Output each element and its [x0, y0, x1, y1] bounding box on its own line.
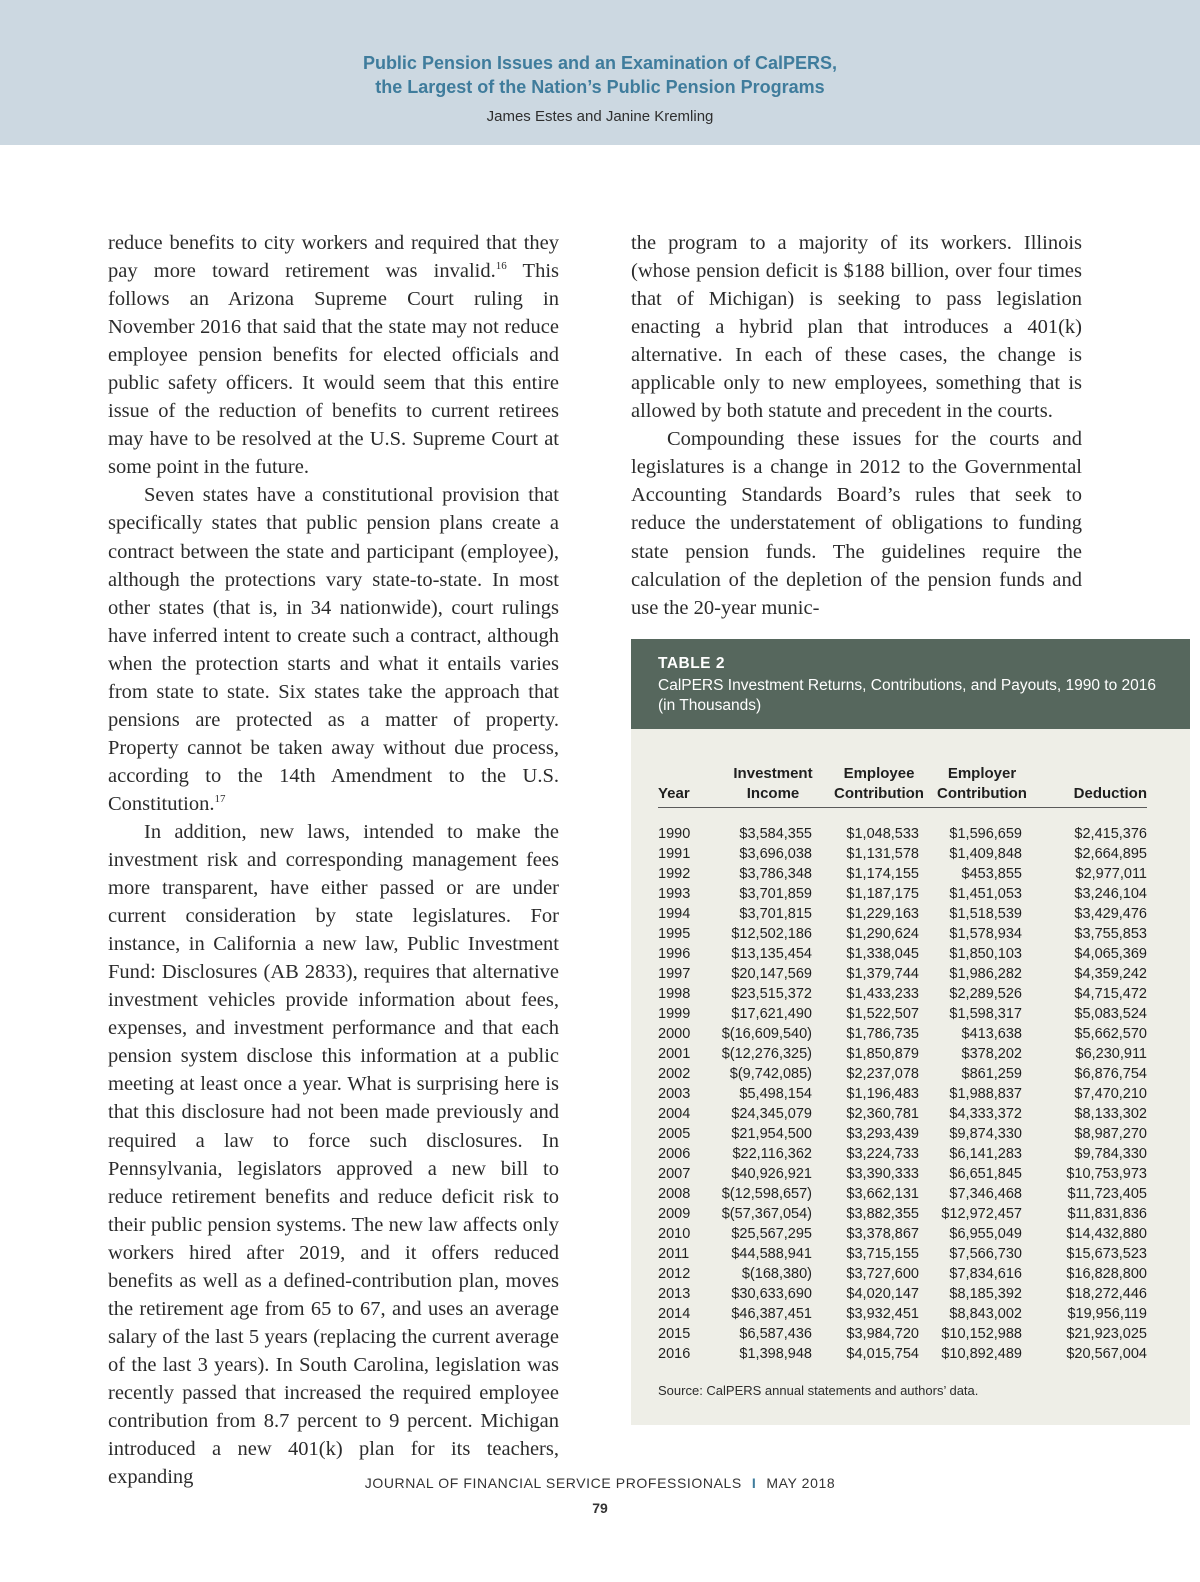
cell-investment-income: $3,584,355 [739, 826, 812, 842]
header-investment-income [718, 764, 828, 804]
cell-employee-contribution: $3,224,733 [846, 1146, 919, 1162]
cell-employer-contribution: $4,333,372 [949, 1106, 1022, 1122]
cell-deduction: $9,784,330 [1074, 1146, 1147, 1162]
header-employer-contribution [930, 764, 1034, 804]
cell-deduction: $5,083,524 [1074, 1006, 1147, 1022]
table-row [658, 1124, 1147, 1144]
cell-year: 2001 [658, 1046, 691, 1062]
cell-employer-contribution: $7,346,468 [949, 1186, 1022, 1202]
cell-employer-contribution: $6,141,283 [949, 1146, 1022, 1162]
cell-year: 2000 [658, 1026, 691, 1042]
cell-employer-contribution: $1,409,848 [949, 846, 1022, 862]
header-line: Contribution [937, 785, 1027, 802]
cell-employee-contribution: $1,229,163 [846, 906, 919, 922]
cell-year: 2005 [658, 1126, 691, 1142]
cell-investment-income: $46,387,451 [731, 1306, 812, 1322]
footer-separator: I [751, 1475, 757, 1491]
cell-investment-income: $3,696,038 [739, 846, 812, 862]
header-line: Contribution [834, 785, 924, 802]
article-authors: James Estes and Janine Kremling [486, 108, 714, 125]
cell-employer-contribution: $1,578,934 [949, 926, 1022, 942]
cell-year: 2003 [658, 1086, 691, 1102]
cell-deduction: $6,230,911 [1075, 1046, 1147, 1062]
cell-employer-contribution: $2,289,526 [949, 986, 1022, 1002]
cell-investment-income: $21,954,500 [731, 1126, 812, 1142]
cell-employer-contribution: $413,638 [961, 1026, 1022, 1042]
cell-employee-contribution: $1,174,155 [846, 866, 919, 882]
table-caption: CalPERS Investment Returns, Contributions, and Payouts, 1990 to 2016 (in Thousands) [658, 677, 1157, 714]
table-row [658, 984, 1147, 1004]
cell-year: 1992 [658, 866, 691, 882]
cell-employer-contribution: $7,834,616 [949, 1266, 1022, 1282]
cell-deduction: $2,664,895 [1074, 846, 1147, 862]
cell-investment-income: $17,621,490 [731, 1006, 812, 1022]
header-line: Employer [947, 765, 1017, 782]
cell-employee-contribution: $1,433,233 [846, 986, 919, 1002]
cell-employee-contribution: $3,715,155 [846, 1246, 919, 1262]
table-2 [631, 639, 1190, 1425]
cell-year: 2002 [658, 1066, 691, 1082]
cell-investment-income: $25,567,295 [731, 1226, 812, 1242]
footnote-ref: 16 [495, 260, 507, 273]
cell-employer-contribution: $7,566,730 [949, 1246, 1022, 1262]
cell-employee-contribution: $2,360,781 [846, 1106, 919, 1122]
cell-year: 2008 [658, 1186, 691, 1202]
cell-employee-contribution: $1,290,624 [846, 926, 919, 942]
cell-employer-contribution: $1,598,317 [949, 1006, 1022, 1022]
table-row [658, 1244, 1147, 1264]
table-row [658, 844, 1147, 864]
cell-year: 2012 [658, 1266, 691, 1282]
cell-employee-contribution: $2,237,078 [846, 1066, 919, 1082]
table-row [658, 1024, 1147, 1044]
cell-employee-contribution: $4,020,147 [846, 1286, 919, 1302]
table-row [658, 1044, 1147, 1064]
data-table [658, 763, 1147, 1364]
cell-deduction: $15,673,523 [1066, 1246, 1147, 1262]
cell-investment-income: $44,588,941 [731, 1246, 812, 1262]
table-label: TABLE 2 [658, 655, 725, 672]
cell-deduction: $10,753,973 [1066, 1166, 1147, 1182]
cell-employee-contribution: $1,196,483 [846, 1086, 919, 1102]
cell-employer-contribution: $10,892,489 [941, 1346, 1022, 1362]
cell-year: 2006 [658, 1146, 691, 1162]
cell-employee-contribution: $1,338,045 [846, 946, 919, 962]
table-row [658, 1204, 1147, 1224]
cell-deduction: $4,065,369 [1074, 946, 1147, 962]
cell-employee-contribution: $3,293,439 [846, 1126, 919, 1142]
header-deduction: Deduction [1073, 785, 1147, 802]
table-row [658, 1064, 1147, 1084]
cell-investment-income: $3,786,348 [739, 866, 812, 882]
cell-year: 2015 [658, 1326, 691, 1342]
cell-employer-contribution: $378,202 [961, 1046, 1022, 1062]
cell-deduction: $8,987,270 [1074, 1126, 1147, 1142]
body-paragraph [108, 481, 559, 818]
table-row [658, 1164, 1147, 1184]
article-title-line-1: Public Pension Issues and an Examination of CalPERS, [362, 53, 838, 73]
cell-employee-contribution: $1,187,175 [846, 886, 919, 902]
cell-employer-contribution: $6,651,845 [949, 1166, 1022, 1182]
header-line: Employee [843, 765, 915, 782]
article-title-line-2: the Largest of the Nation’s Public Pension Programs [375, 77, 825, 97]
header-employee-contribution [828, 764, 930, 804]
cell-year: 1997 [658, 966, 691, 982]
cell-employer-contribution: $6,955,049 [949, 1226, 1022, 1242]
table-header-band [631, 639, 1190, 729]
cell-employee-contribution: $3,932,451 [846, 1306, 919, 1322]
cell-investment-income: $40,926,921 [731, 1166, 812, 1182]
table-row [658, 1224, 1147, 1244]
cell-year: 2010 [658, 1226, 691, 1242]
cell-year: 1995 [658, 926, 691, 942]
cell-investment-income: $30,633,690 [731, 1286, 812, 1302]
cell-employer-contribution: $1,451,053 [949, 886, 1022, 902]
cell-deduction: $11,723,405 [1067, 1186, 1147, 1202]
body-paragraph [108, 229, 559, 481]
cell-employee-contribution: $1,131,578 [846, 846, 919, 862]
page-footer [0, 1475, 1200, 1491]
cell-investment-income: $(16,609,540) [721, 1026, 812, 1042]
cell-investment-income: $3,701,815 [739, 906, 812, 922]
cell-deduction: $3,755,853 [1074, 926, 1147, 942]
cell-employee-contribution: $1,048,533 [846, 826, 919, 842]
cell-deduction: $3,246,104 [1074, 886, 1147, 902]
cell-deduction: $16,828,800 [1066, 1266, 1147, 1282]
cell-employee-contribution: $1,522,507 [846, 1006, 919, 1022]
header-year: Year [658, 785, 690, 802]
cell-employer-contribution: $12,972,457 [941, 1206, 1022, 1222]
table-row [658, 1304, 1147, 1324]
cell-deduction: $14,432,880 [1066, 1226, 1147, 1242]
table-row [658, 1184, 1147, 1204]
table-row [658, 824, 1147, 844]
cell-employer-contribution: $1,518,539 [949, 906, 1022, 922]
cell-investment-income: $5,498,154 [739, 1086, 812, 1102]
paragraph-text: reduce benefits to city workers and required that they pay more toward retirement was invalid. [108, 232, 559, 283]
cell-deduction: $4,359,242 [1074, 966, 1147, 982]
cell-year: 1999 [658, 1006, 691, 1022]
cell-deduction: $11,831,836 [1067, 1206, 1147, 1222]
cell-investment-income: $(168,380) [741, 1266, 812, 1282]
cell-employee-contribution: $1,786,735 [846, 1026, 919, 1042]
body-column-left [108, 229, 559, 1491]
cell-deduction: $3,429,476 [1074, 906, 1147, 922]
cell-year: 2016 [658, 1346, 691, 1362]
table-row [658, 884, 1147, 904]
body-paragraph: In addition, new laws, intended to make the investment risk and corresponding management fees more transparent, have either passed or are under current consideration by state legislatures. For instance, in California a new law, Public Investment Fund: Disclosures (AB 2833), requires that alternative investment vehicles provide information about fees, expenses, and investment performance and that each pension system disclose this information at a public meeting at least once a year. What is surprising here is that this disclosure had not been made previously and required a law to force such disclosures. In Pennsylvania, legislators approved a new bill to reduce retirement benefits and reduce deficit risk to their public pension systems. The new law affects only workers hired after 2019, and it offers reduced benefits as well as a defined-contribution plan, moves the retirement age from 65 to 67, and uses an average salary of the last 5 years (replacing the current average of the last 3 years). In South Carolina, legislation was recently passed that increased the required employee contribution from 8.7 percent to 9 percent. Michigan introduced a new 401(k) plan for its teachers, expanding [108, 820, 559, 1489]
header-line: Investment [733, 765, 813, 782]
paragraph-text: This follows an Arizona Supreme Court ruling in November 2016 that said that the state may not reduce employee pension benefits for elected officials and public safety officers. It would seem that this entire issue of the reduction of benefits to current retirees may have to be resolved at the U.S. Supreme Court at some point in the future. [108, 260, 559, 479]
issue-date: MAY 2018 [766, 1475, 836, 1491]
cell-employee-contribution: $1,850,879 [846, 1046, 919, 1062]
table-row [658, 1084, 1147, 1104]
cell-year: 1996 [658, 946, 691, 962]
table-column-headers [658, 763, 1147, 808]
table-row [658, 964, 1147, 984]
cell-investment-income: $(12,276,325) [721, 1046, 812, 1062]
cell-employer-contribution: $8,185,392 [949, 1286, 1022, 1302]
cell-employer-contribution: $1,988,837 [949, 1086, 1022, 1102]
cell-year: 2013 [658, 1286, 691, 1302]
cell-employee-contribution: $3,662,131 [846, 1186, 919, 1202]
table-row [658, 904, 1147, 924]
cell-employer-contribution: $9,874,330 [949, 1126, 1022, 1142]
cell-year: 2009 [658, 1206, 691, 1222]
header-band [0, 0, 1200, 145]
body-paragraph: the program to a majority of its workers. Illinois (whose pension deficit is $188 billion, over four times that of Michigan) is seeking to pass legislation enacting a hybrid plan that introduces a 401(k) alternative. In each of these cases, the change is applicable only to new employees, something that is allowed by both statute and precedent in the courts. [631, 232, 1082, 423]
table-row [658, 1004, 1147, 1024]
cell-employer-contribution: $1,596,659 [949, 826, 1022, 842]
cell-deduction: $18,272,446 [1066, 1286, 1147, 1302]
table-row [658, 924, 1147, 944]
cell-investment-income: $(57,367,054) [721, 1206, 812, 1222]
cell-employer-contribution: $1,850,103 [949, 946, 1022, 962]
cell-employer-contribution: $8,843,002 [949, 1306, 1022, 1322]
cell-investment-income: $20,147,569 [731, 966, 812, 982]
cell-year: 1994 [658, 906, 691, 922]
cell-employer-contribution: $861,259 [961, 1066, 1022, 1082]
cell-year: 1990 [658, 826, 691, 842]
page-number: 79 [592, 1500, 608, 1516]
cell-deduction: $19,956,119 [1067, 1306, 1147, 1322]
table-row [658, 1344, 1147, 1364]
table-row [658, 1104, 1147, 1124]
body-paragraph: Compounding these issues for the courts and legislatures is a change in 2012 to the Governmental Accounting Standards Board’s rules that seek to reduce the understatement of obligations to funding state pension funds. The guidelines require the calculation of the depletion of the pension funds and use the 20-year munic- [631, 428, 1082, 619]
cell-deduction: $20,567,004 [1066, 1346, 1147, 1362]
cell-employee-contribution: $3,390,333 [846, 1166, 919, 1182]
cell-deduction: $21,923,025 [1066, 1326, 1147, 1342]
cell-employer-contribution: $1,986,282 [949, 966, 1022, 982]
cell-investment-income: $(9,742,085) [729, 1066, 812, 1082]
cell-year: 2011 [658, 1246, 690, 1262]
journal-name: JOURNAL OF FINANCIAL SERVICE PROFESSIONALS [364, 1475, 742, 1491]
table-body [658, 824, 1147, 1364]
cell-year: 1993 [658, 886, 691, 902]
cell-year: 2014 [658, 1306, 691, 1322]
cell-deduction: $5,662,570 [1074, 1026, 1147, 1042]
paragraph-text: Seven states have a constitutional provision that specifically states that public pension plans create a contract between the state and participant (employee), although the protections vary state-to-state. In most other states (that is, in 34 nationwide), court rulings have inferred intent to create such a contract, although when the protection starts and what it entails varies from state to state. Six states take the approach that pensions are protected as a matter of property. Property cannot be taken away without due process, according to the 14th Amendment to the U.S. Constitution. [108, 484, 559, 815]
cell-employee-contribution: $3,882,355 [846, 1206, 919, 1222]
table-row [658, 944, 1147, 964]
body-column-right [631, 229, 1082, 622]
cell-deduction: $6,876,754 [1074, 1066, 1147, 1082]
cell-investment-income: $23,515,372 [731, 986, 812, 1002]
cell-year: 2004 [658, 1106, 691, 1122]
table-row [658, 1144, 1147, 1164]
cell-year: 1991 [658, 846, 691, 862]
header-line: Income [746, 785, 800, 802]
cell-investment-income: $3,701,859 [739, 886, 812, 902]
cell-deduction: $2,977,011 [1075, 866, 1147, 882]
cell-employee-contribution: $1,379,744 [846, 966, 919, 982]
cell-employer-contribution: $453,855 [961, 866, 1022, 882]
cell-employer-contribution: $10,152,988 [941, 1326, 1022, 1342]
cell-investment-income: $6,587,436 [739, 1326, 812, 1342]
cell-deduction: $4,715,472 [1074, 986, 1147, 1002]
cell-investment-income: $(12,598,657) [721, 1186, 812, 1202]
cell-investment-income: $1,398,948 [739, 1346, 812, 1362]
cell-employee-contribution: $3,984,720 [846, 1326, 919, 1342]
cell-deduction: $7,470,210 [1074, 1086, 1147, 1102]
cell-deduction: $8,133,302 [1074, 1106, 1147, 1122]
cell-year: 1998 [658, 986, 691, 1002]
cell-investment-income: $13,135,454 [731, 946, 812, 962]
footnote-ref: 17 [214, 792, 226, 805]
cell-employee-contribution: $4,015,754 [846, 1346, 919, 1362]
table-row [658, 1324, 1147, 1344]
table-row [658, 864, 1147, 884]
table-row [658, 1284, 1147, 1304]
cell-employee-contribution: $3,378,867 [846, 1226, 919, 1242]
cell-investment-income: $22,116,362 [732, 1146, 812, 1162]
cell-deduction: $2,415,376 [1074, 826, 1147, 842]
cell-investment-income: $12,502,186 [731, 926, 812, 942]
cell-employee-contribution: $3,727,600 [846, 1266, 919, 1282]
cell-investment-income: $24,345,079 [731, 1106, 812, 1122]
table-source: Source: CalPERS annual statements and authors’ data. [658, 1383, 979, 1398]
cell-year: 2007 [658, 1166, 691, 1182]
table-row [658, 1264, 1147, 1284]
